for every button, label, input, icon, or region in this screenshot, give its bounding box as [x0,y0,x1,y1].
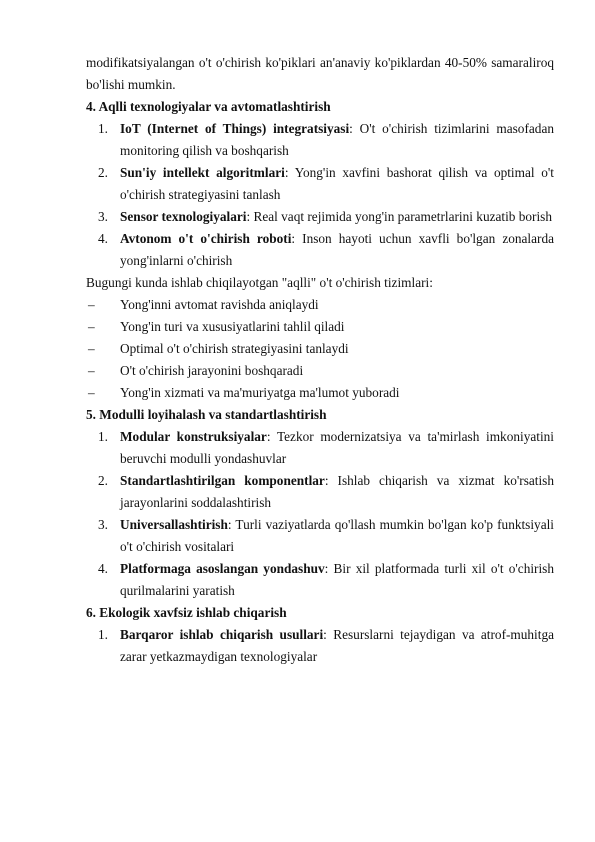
bullet-item [86,316,554,338]
item-term: Sensor texnologiyalari [120,209,247,224]
section-4-heading: 4. Aqlli texnologiyalar va avtomatlashtirish [86,99,331,114]
intro-paragraph: modifikatsiyalangan o't o'chirish ko'piklari an'anaviy ko'piklardan 40-50% samaraliroq bo'lishi mumkin. [86,55,554,92]
dash-bullet-icon: – [88,385,95,400]
section-5-heading: 5. Modulli loyihalash va standartlashtirish [86,407,327,422]
item-number: 3. [98,209,108,224]
bullet-text: Yong'in xizmati va ma'muriyatga ma'lumot yuboradi [120,385,400,400]
item-number: 2. [98,473,108,488]
section-6-list [86,624,554,668]
item-number: 1. [98,627,108,642]
item-description: : Resurslarni tejaydigan va atrof-muhitga zarar yetkazmaydigan texnologiyalar [120,627,554,664]
bullet-text: O't o'chirish jarayonini boshqaradi [120,363,304,378]
bullet-text: Yong'in turi va xususiyatlarini tahlil qiladi [120,319,345,334]
item-term: Sun'iy intellekt algoritmlari [120,165,285,180]
item-number: 1. [98,121,108,136]
bullet-item [86,338,554,360]
item-number: 4. [98,561,108,576]
bullet-text: Yong'inni avtomat ravishda aniqlaydi [120,297,319,312]
list-item [86,228,554,272]
item-description: : Inson hayoti uchun xavfli bo'lgan zonalarda yong'inlarni o'chirish [120,231,554,268]
list-item [86,118,554,162]
item-description: : Yong'in xavfini bashorat qilish va optimal o't o'chirish strategiyasini tanlash [120,165,554,202]
list-item [86,162,554,206]
bullet-item [86,382,554,404]
dash-bullet-icon: – [88,297,95,312]
item-number: 4. [98,231,108,246]
list-item [86,624,554,668]
smart-systems-list [86,294,554,404]
bullet-text: Optimal o't o'chirish strategiyasini tanlaydi [120,341,349,356]
item-term: Avtonom o't o'chirish roboti [120,231,292,246]
item-number: 3. [98,517,108,532]
item-description: : Turli vaziyatlarda qo'llash mumkin bo'lgan ko'p funktsiyali o't o'chirish vositalari [120,517,554,554]
item-description: : O't o'chirish tizimlarini masofadan monitoring qilish va boshqarish [120,121,554,158]
section-5-list [86,426,554,602]
item-description: : Bir xil platformada turli xil o't o'chirish qurilmalarini yaratish [120,561,555,598]
list-item [86,514,554,558]
dash-bullet-icon: – [88,363,95,378]
item-description: : Tezkor modernizatsiya va ta'mirlash imkoniyatini beruvchi modulli yondashuvlar [120,429,554,466]
bullet-item [86,360,554,382]
list-item [86,470,554,514]
dash-bullet-icon: – [88,341,95,356]
dash-bullet-icon: – [88,319,95,334]
item-term: Modular konstruksiyalar [120,429,267,444]
item-term: Universallashtirish [120,517,228,532]
item-term: Platformaga asoslangan yondashuv [120,561,325,576]
item-number: 1. [98,429,108,444]
list-item [86,558,554,602]
item-term: Standartlashtirilgan komponentlar [120,473,325,488]
item-term: Barqaror ishlab chiqarish usullari [120,627,324,642]
bullet-item [86,294,554,316]
list-item [86,206,554,228]
item-number: 2. [98,165,108,180]
section-6-heading: 6. Ekologik xavfsiz ishlab chiqarish [86,605,287,620]
item-description: : Real vaqt rejimida yong'in parametrlarini kuzatib borish [246,209,553,224]
list-item [86,426,554,470]
document-page [86,52,554,668]
item-description: : Ishlab chiqarish va xizmat ko'rsatish jarayonlarini soddalashtirish [120,473,554,510]
section-4-summary: Bugungi kunda ishlab chiqilayotgan "aqlli" o't o'chirish tizimlari: [86,275,433,290]
section-4-list [86,118,554,272]
item-term: IoT (Internet of Things) integratsiyasi [120,121,350,136]
